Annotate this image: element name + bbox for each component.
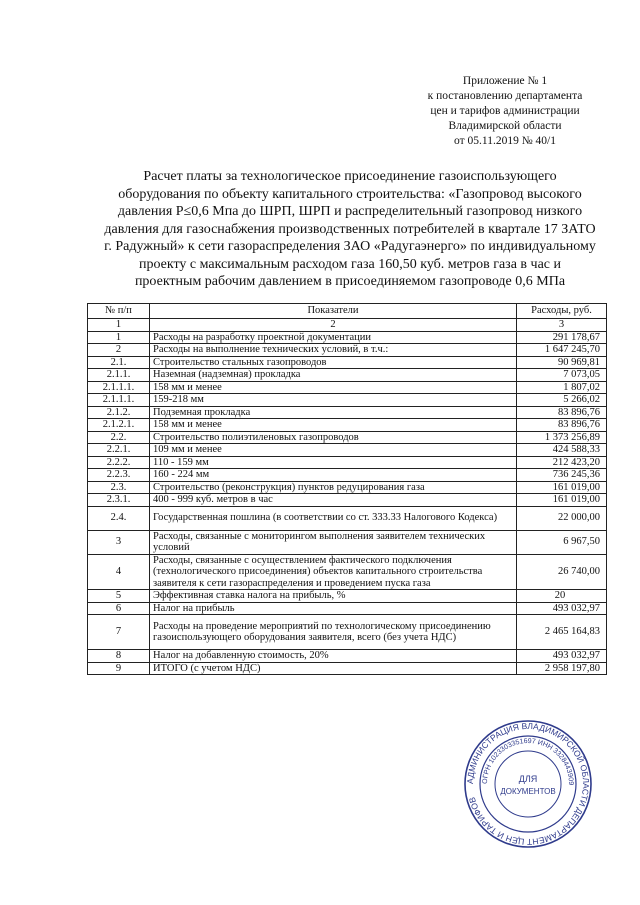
row-num: 4 — [88, 554, 150, 590]
row-num: 2.1.2.1. — [88, 419, 150, 432]
header-value: Расходы, руб. — [517, 304, 607, 319]
row-indicator: 109 мм и менее — [150, 444, 517, 457]
appendix-number: Приложение № 1 — [462, 75, 548, 87]
row-indicator: Расходы, связанные с осуществлением фактического подключения (технологического присоединения) объектов капитального строительства заявителя к сети газораспределения и проведением пуска газа — [150, 554, 517, 590]
table-row — [88, 431, 607, 444]
row-value: 5 266,02 — [517, 394, 607, 407]
row-indicator: Расходы на выполнение технических условий, в т.ч.: — [150, 344, 517, 357]
row-indicator: Налог на прибыль — [150, 602, 517, 615]
document-title — [80, 168, 620, 291]
header-num: № п/п — [88, 304, 150, 319]
appendix-date-line: от 05.11.2019 № 40/1 — [454, 135, 556, 147]
appendix-department-line: цен и тарифов администрации — [430, 105, 580, 117]
row-value: 736 245,36 — [517, 469, 607, 482]
row-num: 2.1.2. — [88, 406, 150, 419]
index-num: 1 — [88, 319, 150, 332]
seal-outer-textpath: АДМИНИСТРАЦИЯ ВЛАДИМИРСКОЙ ОБЛАСТИ ДЕПАРТАМЕНТ ЦЕН И ТАРИФОВ — [464, 720, 592, 848]
row-value: 1 373 256,89 — [517, 431, 607, 444]
row-indicator: Строительство стальных газопроводов — [150, 356, 517, 369]
row-num: 6 — [88, 602, 150, 615]
row-value: 291 178,67 — [517, 331, 607, 344]
seal-center-line1: ДЛЯ — [518, 774, 538, 784]
row-indicator: Государственная пошлина (в соответствии со ст. 333.33 Налогового Кодекса) — [150, 506, 517, 530]
row-value: 493 032,97 — [517, 650, 607, 663]
row-num: 2.1.1. — [88, 369, 150, 382]
table-row — [88, 406, 607, 419]
row-indicator: Расходы, связанные с мониторингом выполнения заявителем технических условий — [150, 530, 517, 554]
table-row — [88, 369, 607, 382]
table-row — [88, 506, 607, 530]
table-row — [88, 394, 607, 407]
row-value: 212 423,20 — [517, 456, 607, 469]
title-line: давления для газоснабжения производственных потребителей в квартале 17 ЗАТО — [104, 221, 596, 237]
row-indicator: 159-218 мм — [150, 394, 517, 407]
table-row — [88, 344, 607, 357]
column-index-row — [88, 319, 607, 332]
row-num: 2.1.1.1. — [88, 394, 150, 407]
row-num: 2.1.1.1. — [88, 381, 150, 394]
row-num: 2.3.1. — [88, 494, 150, 507]
row-num: 2.2. — [88, 431, 150, 444]
row-num: 8 — [88, 650, 150, 663]
row-num: 9 — [88, 662, 150, 675]
row-value: 20 — [517, 590, 607, 603]
row-indicator: 400 - 999 куб. метров в час — [150, 494, 517, 507]
title-line: оборудования по объекту капитального строительства: «Газопровод высокого — [118, 186, 582, 202]
table-row — [88, 662, 607, 675]
row-indicator: Эффективная ставка налога на прибыль, % — [150, 590, 517, 603]
row-indicator: Подземная прокладка — [150, 406, 517, 419]
table-header-row — [88, 304, 607, 319]
row-indicator: ИТОГО (с учетом НДС) — [150, 662, 517, 675]
row-value: 83 896,76 — [517, 419, 607, 432]
row-num: 3 — [88, 530, 150, 554]
appendix-region-line: Владимирской области — [448, 120, 562, 132]
header-indicator: Показатели — [150, 304, 517, 319]
table-row — [88, 381, 607, 394]
table-row — [88, 456, 607, 469]
calculation-table — [87, 303, 607, 675]
table-row — [88, 469, 607, 482]
row-num: 2.2.2. — [88, 456, 150, 469]
row-num: 7 — [88, 615, 150, 650]
seal-inner-textpath: ОГРН 1023303351697 ИНН 3328443909 — [481, 737, 575, 786]
table-row — [88, 590, 607, 603]
row-indicator: Строительство (реконструкция) пунктов редуцирования газа — [150, 481, 517, 494]
table-row — [88, 602, 607, 615]
title-line: проектным рабочим давлением в присоединяемом газопроводе 0,6 МПа — [134, 274, 566, 289]
table-row — [88, 419, 607, 432]
row-indicator: Расходы на разработку проектной документации — [150, 331, 517, 344]
row-indicator: Строительство полиэтиленовых газопроводов — [150, 431, 517, 444]
row-num: 2.1. — [88, 356, 150, 369]
row-value: 2 465 164,83 — [517, 615, 607, 650]
appendix-resolution-line: к постановлению департамента — [427, 90, 583, 102]
title-line: давления Р≤0,6 Мпа до ШРП, ШРП и распределительный газопровод низкого — [117, 204, 583, 219]
row-value: 6 967,50 — [517, 530, 607, 554]
row-value: 161 019,00 — [517, 494, 607, 507]
title-line: г. Радужный» к сети газораспределения ЗАО «Радугаэнерго» по индивидуальному — [104, 239, 596, 254]
table-row — [88, 494, 607, 507]
seal-center-line2: ДОКУМЕНТОВ — [500, 787, 556, 796]
row-indicator: 160 - 224 мм — [150, 469, 517, 482]
row-value: 2 958 197,80 — [517, 662, 607, 675]
table-row — [88, 554, 607, 590]
table-row — [88, 530, 607, 554]
row-value: 161 019,00 — [517, 481, 607, 494]
row-value: 1 647 245,70 — [517, 344, 607, 357]
row-num: 2.2.1. — [88, 444, 150, 457]
index-indicator: 2 — [150, 319, 517, 332]
row-indicator: Налог на добавленную стоимость, 20% — [150, 650, 517, 663]
row-num: 5 — [88, 590, 150, 603]
row-num: 1 — [88, 331, 150, 344]
table-row — [88, 444, 607, 457]
row-num: 2 — [88, 344, 150, 357]
row-indicator: 158 мм и менее — [150, 419, 517, 432]
row-num: 2.4. — [88, 506, 150, 530]
table-row — [88, 650, 607, 663]
title-line: Расчет платы за технологическое присоединение газоиспользующего — [143, 169, 557, 184]
row-value: 493 032,97 — [517, 602, 607, 615]
row-indicator: Наземная (надземная) прокладка — [150, 369, 517, 382]
table-row — [88, 615, 607, 650]
table-row — [88, 481, 607, 494]
row-value: 90 969,81 — [517, 356, 607, 369]
row-indicator: 158 мм и менее — [150, 381, 517, 394]
row-value: 1 807,02 — [517, 381, 607, 394]
seal-inner-ring — [495, 751, 561, 817]
row-value: 424 588,33 — [517, 444, 607, 457]
seal-mid-ring — [480, 736, 576, 832]
official-seal — [462, 718, 594, 850]
row-indicator: Расходы на проведение мероприятий по технологическому присоединению газоиспользующего оборудования заявителя, всего (без учета НДС) — [150, 615, 517, 650]
row-indicator: 110 - 159 мм — [150, 456, 517, 469]
table-row — [88, 356, 607, 369]
table-row — [88, 331, 607, 344]
row-value: 83 896,76 — [517, 406, 607, 419]
title-line: проекту с максимальным расходом газа 160,50 куб. метров газа в час и — [138, 256, 562, 272]
row-value: 7 073,05 — [517, 369, 607, 382]
row-num: 2.3. — [88, 481, 150, 494]
appendix-header — [400, 74, 610, 149]
row-value: 26 740,00 — [517, 554, 607, 590]
index-value: 3 — [517, 319, 607, 332]
row-num: 2.2.3. — [88, 469, 150, 482]
row-value: 22 000,00 — [517, 506, 607, 530]
